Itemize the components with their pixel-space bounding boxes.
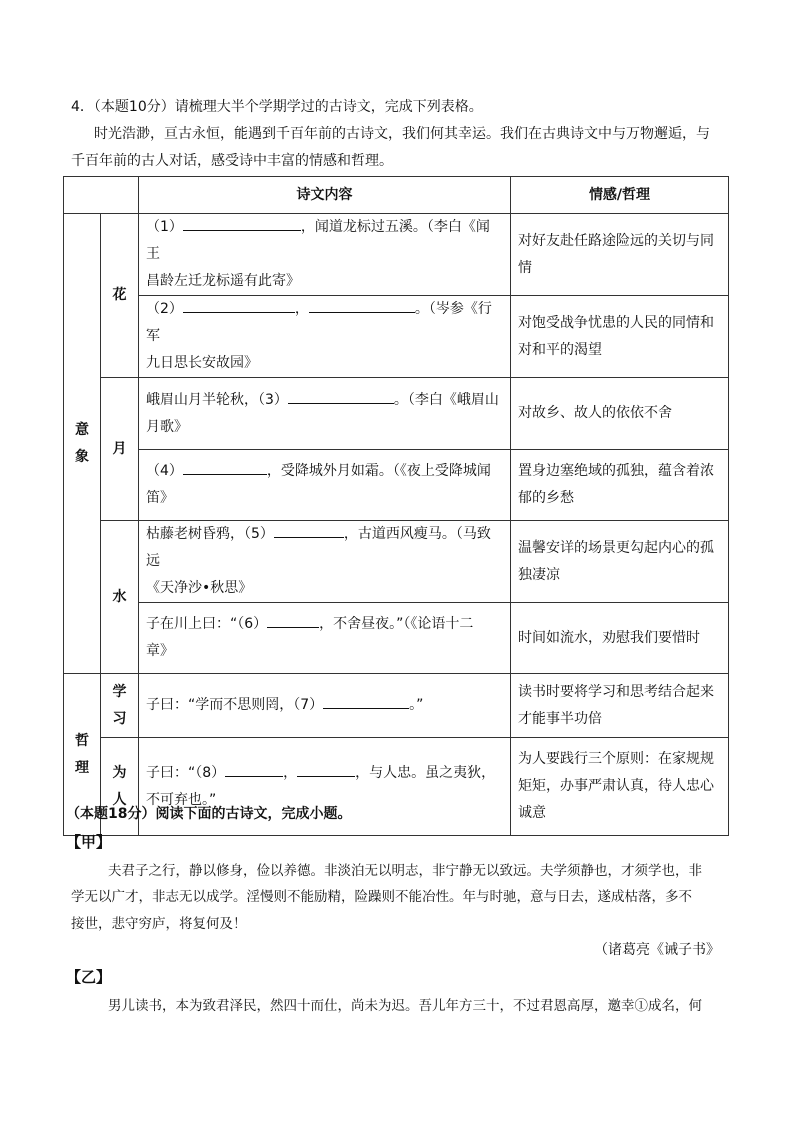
subcategory-conduct: 为 人	[101, 738, 139, 836]
question-4-intro-line-1: 时光浩渺，亘古永恒，能遇到千百年前的古诗文，我们何其幸运。我们在古典诗文中与万物邂逅，与	[94, 126, 710, 142]
table-row-emotion: 对故乡、故人的依依不舍	[511, 378, 729, 450]
table-row-content: （2） ， 。（岑参《行军 九日思长安故园》	[139, 296, 511, 378]
subcategory-moon: 月	[101, 378, 139, 521]
passage-jia-line-1: 夫君子之行，静以修身，俭以养德。非淡泊无以明志，非宁静无以致远。夫学须静也，才须学也，非	[108, 863, 702, 879]
table-row-emotion: 对饱受战争忧患的人民的同情和 对和平的渴望	[511, 296, 729, 378]
question-5-header: （本题18分）阅读下面的古诗文，完成小题。	[66, 806, 352, 822]
category-philosophy: 哲 理	[64, 674, 101, 836]
fill-blank-2a[interactable]	[183, 298, 295, 313]
passage-jia-source: （诸葛亮《诫子书》	[594, 942, 720, 958]
table-row-content: 子曰：“（8） ， ，与人忠。虽之夷狄， 不可弃也。”	[139, 738, 511, 836]
table-row-content: 子在川上曰：“（6） ，不舍昼夜。”（《论语十二 章》	[139, 603, 511, 674]
table-row-emotion: 读书时要将学习和思考结合起来 才能事半功倍	[511, 674, 729, 738]
fill-blank-1[interactable]	[183, 216, 301, 231]
header-emotion: 情感/哲理	[511, 177, 729, 214]
fill-blank-6[interactable]	[267, 613, 319, 628]
category-imagery: 意 象	[64, 214, 101, 674]
table-row-content: 子曰：“学而不思则罔，（7） 。”	[139, 674, 511, 738]
passage-jia-line-2: 学无以广才，非志无以成学。淫慢则不能励精，险躁则不能冶性。年与时驰，意与日去，遂成枯落，多不	[71, 889, 692, 905]
table-row-content: （1） ，闻道龙标过五溪。（李白《闻王 昌龄左迁龙标遥有此寄》	[139, 214, 511, 296]
poetry-review-table	[63, 176, 729, 836]
passage-jia-line-3: 接世，悲守穷庐，将复何及！	[71, 916, 247, 932]
fill-blank-2b[interactable]	[309, 298, 415, 313]
fill-blank-8a[interactable]	[225, 762, 283, 777]
fill-blank-7[interactable]	[323, 694, 409, 709]
table-row-emotion: 时间如流水，劝慰我们要惜时	[511, 603, 729, 674]
subcategory-study: 学 习	[101, 674, 139, 738]
subcategory-flower: 花	[101, 214, 139, 378]
table-row-emotion: 置身边塞绝域的孤独，蕴含着浓 郁的乡愁	[511, 450, 729, 521]
table-row-emotion: 温馨安详的场景更勾起内心的孤 独凄凉	[511, 521, 729, 603]
subcategory-water: 水	[101, 521, 139, 674]
table-row-content: （4） ，受降城外月如霜。（《夜上受降城闻 笛》	[139, 450, 511, 521]
question-4-intro-line-2: 千百年前的古人对话，感受诗中丰富的情感和哲理。	[71, 153, 393, 169]
table-row-emotion: 为人要践行三个原则：在家规规 矩矩，办事严肃认真，待人忠心 诚意	[511, 738, 729, 836]
question-4-header: 4．（本题10分）请梳理大半个学期学过的古诗文，完成下列表格。	[71, 99, 483, 115]
fill-blank-3[interactable]	[288, 389, 394, 404]
header-content: 诗文内容	[139, 177, 511, 214]
header-empty-cell	[64, 177, 139, 214]
passage-label-yi: 【乙】	[66, 968, 112, 986]
passage-label-jia: 【甲】	[66, 833, 112, 851]
fill-blank-4[interactable]	[183, 460, 267, 475]
table-row-emotion: 对好友赴任路途险远的关切与同 情	[511, 214, 729, 296]
table-row-content: 枯藤老树昏鸦，（5） ，古道西风瘦马。（马致远 《天净沙•秋思》	[139, 521, 511, 603]
table-row-content: 峨眉山月半轮秋，（3） 。（李白《峨眉山 月歌》	[139, 378, 511, 450]
fill-blank-8b[interactable]	[297, 762, 355, 777]
fill-blank-5[interactable]	[274, 523, 344, 538]
passage-yi-line-1: 男儿读书，本为致君泽民，然四十而仕，尚未为迟。吾儿年方三十，不过君恩高厚，邀幸①成名，何	[108, 998, 702, 1014]
